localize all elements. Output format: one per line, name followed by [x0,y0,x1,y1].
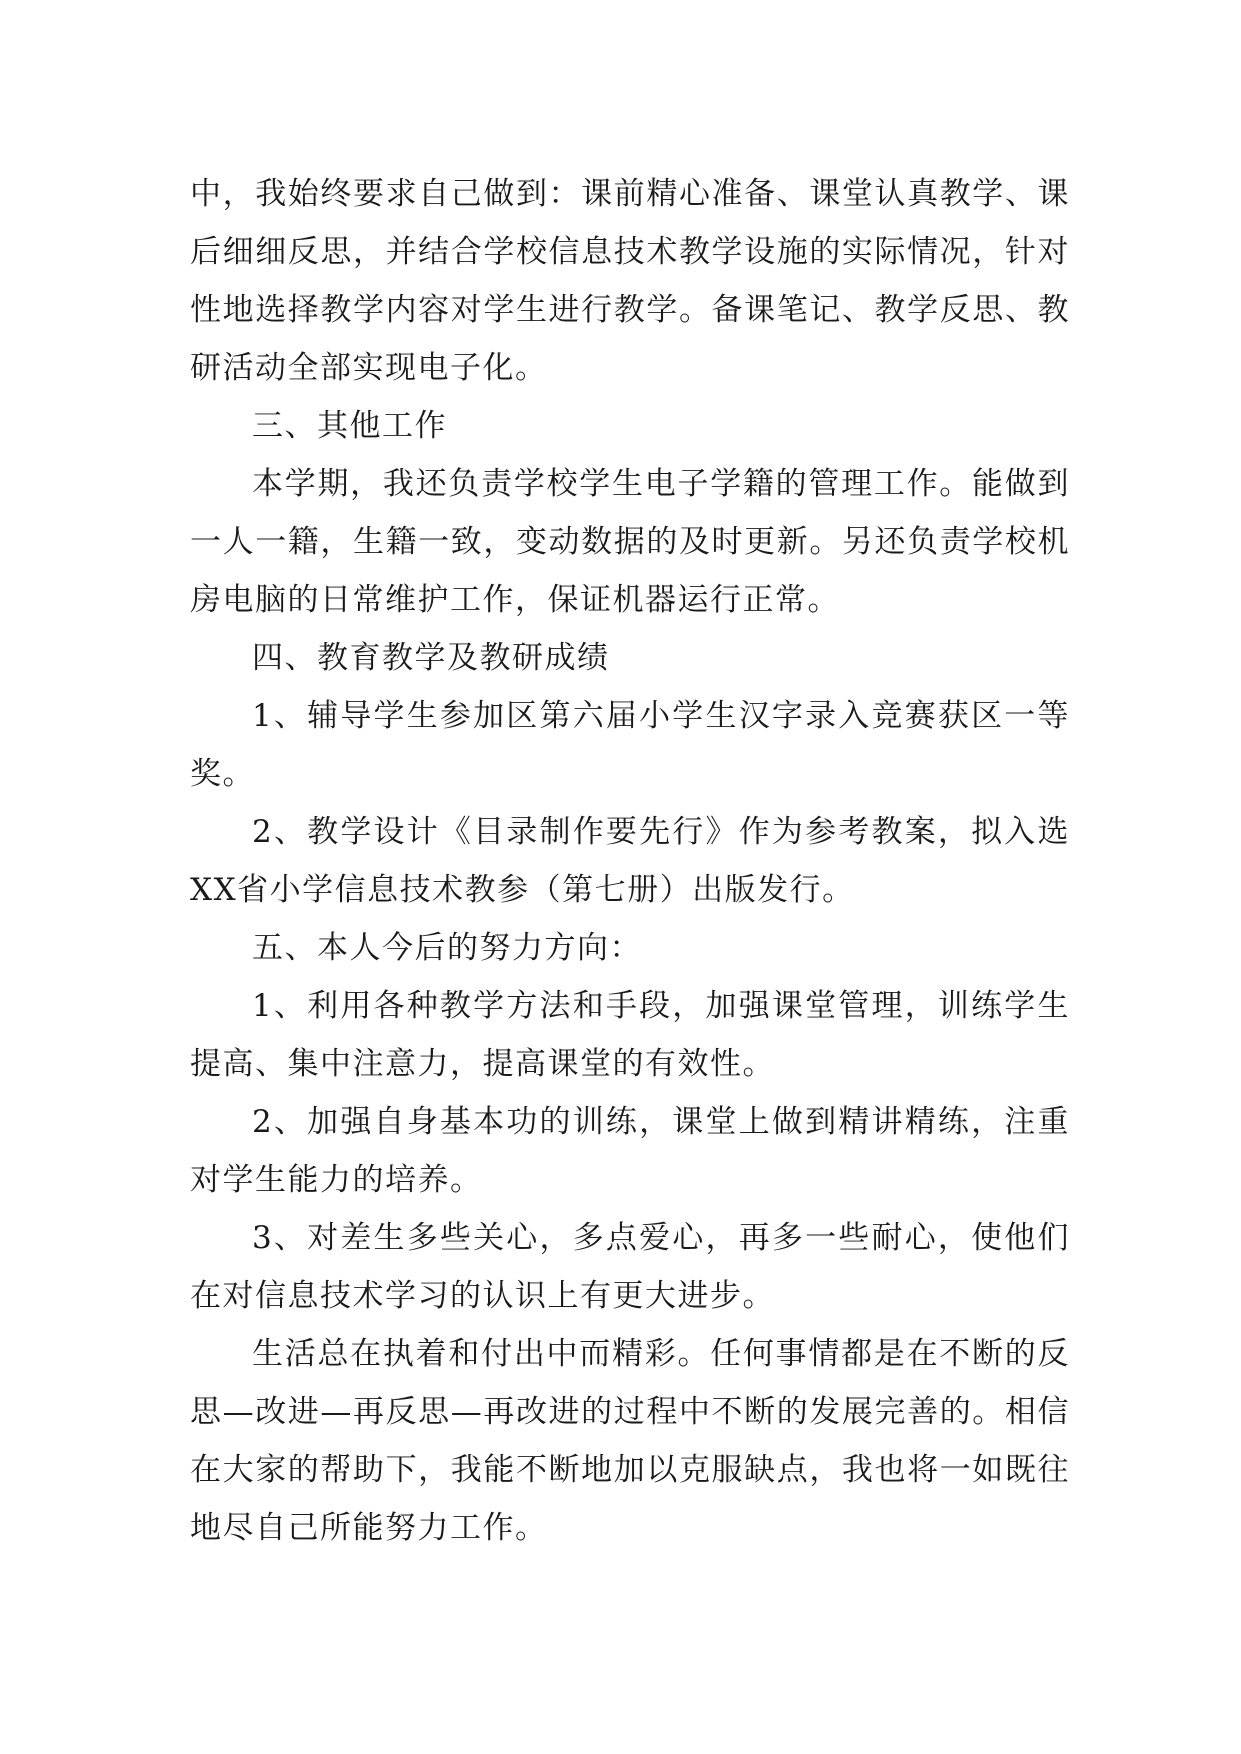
achievement-item-2: 2、教学设计《目录制作要先行》作为参考教案，拟入选XX省小学信息技术教参（第七册）出版发行。 [190,814,1070,908]
document-body [190,165,1070,1557]
section-heading-achievements: 四、教育教学及教研成绩 [252,640,610,676]
achievement-item-1: 1、辅导学生参加区第六届小学生汉字录入竞赛获区一等奖。 [190,698,1070,792]
paragraph-continued: 中，我始终要求自己做到：课前精心准备、课堂认真教学、课后细细反思，并结合学校信息技术教学设施的实际情况，针对性地选择教学内容对学生进行教学。备课笔记、教学反思、教研活动全部实现电子化。 [190,176,1070,386]
direction-item-1: 1、利用各种教学方法和手段，加强课堂管理，训练学生提高、集中注意力，提高课堂的有效性。 [190,988,1070,1082]
direction-item-3: 3、对差生多些关心，多点爱心，再多一些耐心，使他们在对信息技术学习的认识上有更大进步。 [190,1220,1070,1314]
section-heading-other-work: 三、其他工作 [252,408,447,444]
section-heading-future-direction: 五、本人今后的努力方向： [252,930,642,966]
paragraph-other-work: 本学期，我还负责学校学生电子学籍的管理工作。能做到一人一籍，生籍一致，变动数据的及时更新。另还负责学校机房电脑的日常维护工作，保证机器运行正常。 [190,466,1070,618]
closing-paragraph: 生活总在执着和付出中而精彩。任何事情都是在不断的反思—改进—再反思—再改进的过程中不断的发展完善的。相信在大家的帮助下，我能不断地加以克服缺点，我也将一如既往地尽自己所能努力工作。 [190,1336,1070,1546]
direction-item-2: 2、加强自身基本功的训练，课堂上做到精讲精练，注重对学生能力的培养。 [190,1104,1070,1198]
